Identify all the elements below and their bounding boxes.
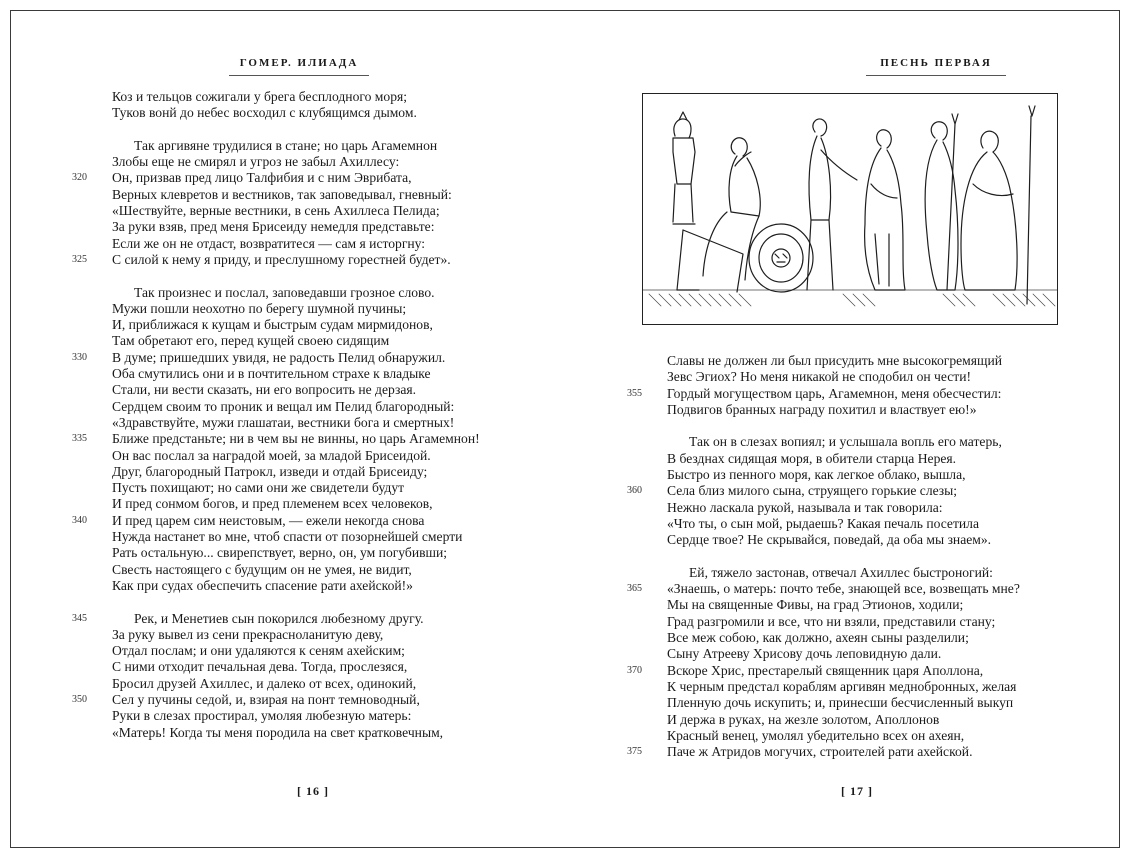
verse-line (112, 659, 480, 675)
verse-text: Красный венец, умолял убедительно всех он ахеян, (667, 727, 965, 743)
verse-line (112, 643, 480, 659)
verse-line (667, 434, 1020, 450)
line-number: 330 (72, 351, 87, 363)
verse-line (667, 467, 1020, 483)
verse-line (112, 578, 480, 594)
verse-line (112, 496, 480, 512)
running-head-rule (229, 75, 369, 76)
verse-line (667, 614, 1020, 630)
verse-text: «Шествуйте, верные вестники, в сень Ахиллеса Пелида; (112, 203, 440, 219)
verse-text: Мы на священные Фивы, на град Этионов, ходили; (667, 597, 964, 613)
running-head (856, 57, 1016, 76)
verse-text: За руки взяв, пред меня Брисеиду немедля представьте: (112, 219, 435, 235)
verse-line (112, 301, 480, 317)
verse-line (667, 630, 1020, 646)
book-spread (10, 10, 1120, 848)
page-number: [ 17 ] (841, 784, 873, 798)
verse-line (112, 89, 480, 105)
verse-text: И пред сонмом богов, и пред племенем всех человеков, (112, 496, 433, 512)
verse-line (112, 448, 480, 464)
verse-line (112, 236, 480, 252)
verse-text: Он вас послал за наградой моей, за младой Брисеидой. (112, 447, 431, 463)
verse-text: Рек, и Менетиев сын покорился любезному другу. (134, 610, 424, 626)
verse-text: За руку вывел из сени прекраснолaнитую деву, (112, 626, 384, 642)
verse-text: Села близ милого сына, струящего горькие слезы; (667, 483, 958, 499)
verse-text: И, приближася к кущам и быстрым судам мирмидонов, (112, 317, 433, 333)
verse-text: Сердцем своим то проник и вещал им Пелид благородный: (112, 398, 455, 414)
verse-text: Туков вонй до небес восходил с клубящимся дымом. (112, 105, 417, 121)
verse-text: Так произнес и послал, заповедавши грозное слово. (134, 284, 435, 300)
verse-text: К черным предстал кораблям аргивян меднобронных, желая (667, 678, 1017, 694)
line-number: 360 (627, 485, 642, 497)
verse-line (112, 105, 480, 121)
right-page (566, 11, 1121, 847)
verse-line (627, 662, 1020, 679)
verse-line (667, 500, 1020, 516)
left-page (11, 11, 566, 847)
stanza-break (112, 594, 480, 610)
verse-line (112, 676, 480, 692)
verse-text: В безднах сидящая моря, в обители старца Нерея. (667, 450, 957, 466)
verse-text: С ними отходит печальная дева. Тогда, прослезяся, (112, 659, 408, 675)
verse-line (667, 679, 1020, 695)
line-number: 335 (72, 433, 87, 445)
verse-text: Оба смутились они и в почтительном страхе к владыке (112, 366, 431, 382)
verse-line (112, 317, 480, 333)
verse-text: «Знаешь, о матерь: почто тебе, знающей все, возвещать мне? (667, 581, 1020, 597)
verse-text: Рать остальную... свирепствует, верно, он, ум погубивши; (112, 545, 448, 561)
running-head (219, 57, 379, 76)
verse-text: Все меж собою, как должно, ахеян сыны разделили; (667, 630, 969, 646)
line-number: 345 (72, 612, 87, 624)
verse-text: Верных клевретов и вестников, так заповедывал, гневный: (112, 186, 452, 202)
verse-line (667, 597, 1020, 613)
line-number: 325 (72, 253, 87, 265)
verse-text: Друг, благородный Патрокл, изведи и отдай Брисеиду; (112, 463, 428, 479)
verse-line (667, 402, 1020, 418)
verse-text: Ей, тяжело застонав, отвечал Ахиллес быстроногий: (689, 564, 993, 580)
verse-text: Если же он не отдаст, возвратитеся — сам я исторгну: (112, 235, 426, 251)
verse-text: Бросил друзей Ахиллес, и далеко от всех, одинокий, (112, 675, 417, 691)
verse-line (112, 464, 480, 480)
engraving-figures (643, 94, 1058, 325)
verse-line (112, 415, 480, 431)
verse-text: Злобы еще не смирял и угроз не забыл Ахиллесу: (112, 154, 400, 170)
verse-text: Там обретают его, перед кущей своею сидящим (112, 333, 390, 349)
verse-line (112, 187, 480, 203)
verse-line (72, 610, 480, 627)
line-number: 375 (627, 746, 642, 758)
verse-text: Сердце твое? Не скрывайся, поведай, да оба мы знаем». (667, 532, 992, 548)
verse-line (72, 170, 480, 186)
verse-text: Сыну Атрееву Хрисову дочь леповидную дали. (667, 646, 942, 662)
verse-line (667, 728, 1020, 744)
illustration-engraving (642, 93, 1058, 325)
verse-line (667, 369, 1020, 385)
verse-line (72, 349, 480, 366)
verse-line (627, 483, 1020, 499)
verse-line (72, 691, 480, 708)
verse-line (667, 451, 1020, 467)
verse-line (627, 385, 1020, 402)
line-number: 355 (627, 387, 642, 399)
verse-line (112, 725, 480, 741)
verse-line (667, 532, 1020, 548)
verse-line (112, 366, 480, 382)
verse-text: Пленную дочь искупить; и, принесши бесчисленный выкуп (667, 695, 1014, 711)
verse-line (667, 516, 1020, 532)
verse-line (112, 480, 480, 496)
verse-text: Быстро из пенного моря, как легкое облако, вышла, (667, 467, 966, 483)
verse-text: Град разгромили и все, что ни взяли, представили стану; (667, 613, 996, 629)
stanza-break (667, 418, 1020, 434)
verse-line (112, 529, 480, 545)
verse-line (112, 399, 480, 415)
verse-text: Как при судах обеспечить спасение рати ахейской!» (112, 577, 413, 593)
line-number: 320 (72, 172, 87, 184)
running-head-text: ПЕСНЬ ПЕРВАЯ (880, 57, 992, 69)
stanza-break (112, 268, 480, 284)
verse-line (627, 581, 1020, 597)
verse-line (667, 565, 1020, 581)
verse-line (667, 712, 1020, 728)
verse-text: Отдал послам; и они удаляются к сеням ахейским; (112, 643, 405, 659)
verse-line (72, 431, 480, 447)
verse-line (667, 646, 1020, 662)
verse-text: Ближе предстаньте; ни в чем вы не винны, но царь Агамемнон! (112, 431, 480, 447)
verse-text: С силой к нему я приду, и преслушному горестней будет». (112, 251, 451, 267)
line-number: 340 (72, 514, 87, 526)
verse-lines (72, 89, 480, 741)
stanza-break (667, 549, 1020, 565)
running-head-rule (866, 75, 1006, 76)
page-number: [ 16 ] (297, 784, 329, 798)
stanza-break (112, 122, 480, 138)
line-number: 350 (72, 693, 87, 705)
verse-line (112, 219, 480, 235)
verse-line (112, 138, 480, 154)
verse-text: Гордый могуществом царь, Агамемнон, меня обесчестил: (667, 385, 1002, 401)
verse-text: Стали, ни вести сказать, ни его вопросить не дерзая. (112, 382, 417, 398)
verse-text: Славы не должен ли был присудить мне высокогремящий (667, 353, 1003, 368)
running-head-text: ГОМЕР. ИЛИАДА (239, 57, 359, 69)
verse-text: Вскоре Хрис, престарелый священник царя Аполлона, (667, 662, 984, 678)
verse-text: «Здравствуйте, мужи глашатаи, вестники бога и смертных! (112, 414, 455, 430)
line-number: 370 (627, 664, 642, 676)
verse-text: Руки в слезах простирал, умоляя любезную матерь: (112, 708, 412, 724)
verse-line (112, 333, 480, 349)
verse-text: И держа в руках, на жезле золотом, Аполлонов (667, 711, 940, 727)
verse-text: Мужи пошли неохотно по берегу шумной пучины; (112, 300, 407, 316)
verse-text: Паче ж Атридов могучих, строителей рати ахейской. (667, 744, 973, 760)
verse-text: И пред царем сим неистовым, — ежели некогда снова (112, 512, 425, 528)
verse-line (627, 744, 1020, 760)
verse-lines (627, 353, 1020, 760)
verse-text: Нежно ласкала рукой, называла и так говорила: (667, 499, 943, 515)
verse-text: Свесть настоящего с будущим он не умея, не видит, (112, 561, 412, 577)
verse-line (667, 695, 1020, 711)
verse-line (112, 382, 480, 398)
verse-line (112, 285, 480, 301)
verse-text: Так аргивяне трудилися в стане; но царь Агамемнон (134, 137, 438, 153)
verse-text: «Матерь! Когда ты меня породила на свет кратковечным, (112, 724, 444, 740)
verse-text: Он, призвав пред лицо Талфибия и с ним Эврибата, (112, 170, 412, 186)
verse-line (112, 627, 480, 643)
verse-text: Так он в слезах вопиял; и услышала вопль его матерь, (689, 434, 1002, 450)
verse-line (667, 353, 1020, 369)
verse-text: «Что ты, о сын мой, рыдаешь? Какая печаль посетила (667, 515, 979, 531)
verse-line (112, 562, 480, 578)
verse-line (72, 512, 480, 529)
verse-line (112, 708, 480, 724)
verse-line (112, 154, 480, 170)
verse-text: Подвигов бранных награду похитил и властвует ею!» (667, 401, 977, 417)
verse-line (112, 203, 480, 219)
verse-text: Зевс Эгиох? Но меня никакой не сподобил он чести! (667, 369, 972, 385)
verse-text: Нужда настанет во мне, чтоб спасти от позорнейшей смерти (112, 529, 463, 545)
verse-text: Коз и тельцов сожигали у брега бесплодного моря; (112, 89, 408, 104)
verse-line (72, 251, 480, 268)
verse-text: В думе; пришедших увидя, не радость Пелид обнаружил. (112, 349, 446, 365)
verse-text: Пусть похищают; но сами они же свидетели будут (112, 480, 405, 496)
line-number: 365 (627, 583, 642, 595)
verse-text: Сел у пучины седой, и, взирая на понт темноводный, (112, 691, 420, 707)
verse-line (112, 545, 480, 561)
